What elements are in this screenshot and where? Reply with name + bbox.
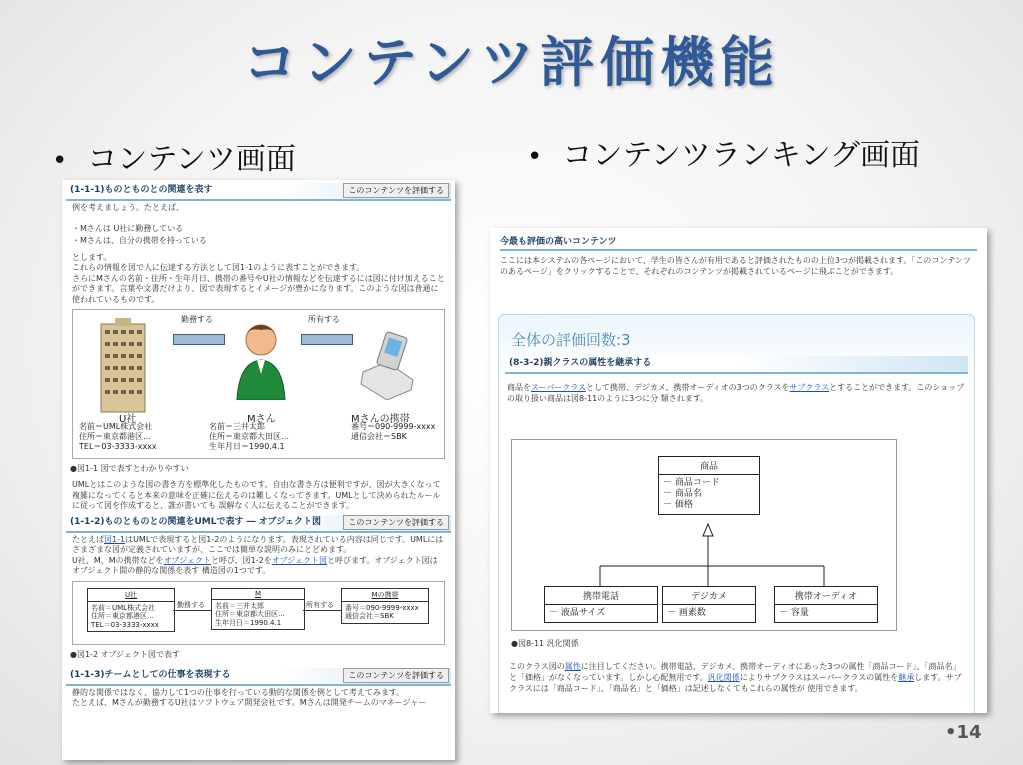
class-name: 携帯オーディオ: [775, 587, 877, 605]
paragraph: とします。 これらの情報を図で人に伝達する方法として図1-1のように表すことができます。 さらにMさんの名前・住所・生年月日、携帯の番号やU社の情報などを伝達するには図に付け加えることができます。言葉や文書だけより、図で表現するとイメージが豊かになります。このような図は普通に使われているものです。: [72, 252, 445, 304]
figure-caption: ●図1-1 図で表すとわかりやすい: [70, 464, 189, 473]
association-line: [303, 610, 341, 611]
text: このクラス図の: [509, 662, 565, 671]
object-title: U社: [88, 589, 174, 602]
text: とすることができます。このショップの取り扱い商品は図8-11のように3つに分 類されます。: [507, 383, 965, 403]
glossary-link-subclass[interactable]: サブクラス: [789, 383, 830, 392]
class-name: 商品: [659, 457, 759, 475]
person-icon: [233, 320, 289, 400]
paragraph: UMLとはこのような図の書き方を標準化したものです。自由な書き方は便利ですが、図が大きくなって複雑になってくると本来の意味を正確に伝えるのは難しくなってきます。UMLとして決められたルールに従って図を作成すると、誰が書いても 誤解なく人に伝えることができます。: [72, 480, 441, 510]
bullet-content-screen-label: コンテンツ画面: [87, 142, 296, 177]
figure-1-2: [72, 581, 445, 645]
company-name: U社: [119, 414, 137, 425]
ranking-screen-screenshot: [490, 228, 987, 713]
person-name: Mさん: [247, 414, 276, 425]
evaluate-content-button[interactable]: このコンテンツを評価する: [343, 183, 449, 198]
bullet-mark: •: [527, 142, 543, 172]
text: 商品を: [507, 383, 531, 392]
section-header-1-1-1: [66, 183, 451, 201]
object-box-company: [87, 588, 175, 633]
phone-details: 番号＝090-9999-xxxx 通信会社＝SBK: [351, 422, 436, 441]
paragraph: [509, 661, 965, 694]
class-attributes: － 容量: [779, 608, 809, 618]
class-name: 携帯電話: [545, 587, 657, 605]
text: と呼び、図1-2を: [210, 555, 272, 565]
glossary-link-superclass[interactable]: スーパークラス: [531, 383, 586, 392]
section-header-1-1-2: [66, 515, 451, 533]
paragraph: [507, 382, 966, 404]
paragraph: ・Mさんは U社に勤務している: [72, 223, 184, 233]
object-box-phone: [341, 588, 429, 624]
ranking-section-title: (8-3-2)親クラスの属性を継承する: [505, 356, 968, 374]
ranking-intro: ここには本システムの各ページにおいて、学生の皆さんが有用であると評価されたものの上位3つが掲載されます。「このコンテンツのあるページ」をクリックすることで、それぞれのコンテンツが掲載されているページに飛ぶことができます。: [500, 256, 971, 276]
evaluation-count: 全体の評価回数:3: [511, 331, 631, 349]
evaluate-content-button[interactable]: このコンテンツを評価する: [343, 668, 449, 683]
page-number: •14: [945, 722, 982, 743]
section-header-1-1-3: [66, 668, 451, 686]
class-box-mobile-phone: [544, 586, 658, 623]
section-title: (1-1-1)ものとものとの関連を表す: [70, 185, 213, 195]
class-box-digital-camera: [662, 586, 756, 623]
object-attributes: 名前＝UML株式会社 住所＝東京都港区… TEL＝03-3333-xxxx: [91, 603, 159, 629]
paragraph: 静的な関係ではなく、協力して1つの仕事を行っている動的な関係を例として考えてみます。 たとえば、Mさんが勤務するU社はソフトウェア開発会社です。Mさんは開発チームのマネージャー: [72, 687, 427, 707]
association-label: 勤務する: [177, 600, 205, 609]
figure-caption: ●図1-2 オブジェクト図で表す: [70, 649, 180, 659]
owns-label: 所有する: [308, 315, 340, 324]
glossary-link-attribute[interactable]: 属性: [564, 662, 581, 671]
class-name: デジカメ: [663, 587, 755, 605]
class-diagram: [511, 439, 897, 631]
phone-name: Mさんの携帯: [351, 414, 410, 425]
ranking-item-panel: [498, 314, 975, 713]
class-attributes: － 液晶サイズ: [549, 608, 606, 618]
glossary-link-object-diagram[interactable]: オブジェクト図: [271, 555, 327, 565]
bullet-ranking-screen: [527, 130, 920, 174]
text: はUMLで表現すると図1-2のようになります。表現されている内容は同じです。UMLにはさまざまな図が定義されていますが、ここでは簡単な説明のみにとどめます。 U社、M、Mの携帯などを: [72, 534, 444, 565]
text: と呼びます。オブジェクト図はオブジェクト間の静的な関係を表す 構造図の1つです。: [72, 555, 438, 575]
company-details: 名前＝UML株式会社 住所＝東京都港区… TEL＝03-3333-xxxx: [79, 422, 157, 451]
figure-caption: ●図8-11 汎化関係: [511, 639, 579, 648]
figure-link[interactable]: 図1-1: [104, 534, 126, 544]
text: たとえば: [72, 534, 104, 544]
evaluate-content-button[interactable]: このコンテンツを評価する: [343, 515, 449, 530]
ranking-title: 今最も評価の高いコンテンツ: [500, 234, 977, 251]
works-at-arrow: [173, 334, 225, 345]
paragraph: ・Mさんは、自分の携帯を持っている: [72, 236, 207, 245]
building-icon: [91, 316, 153, 414]
bullet-ranking-screen-label: コンテンツランキング画面: [562, 138, 920, 173]
figure-1-1: [72, 309, 445, 459]
bullet-content-screen: [52, 134, 296, 178]
glossary-link-inheritance[interactable]: 継承: [898, 673, 915, 682]
owns-arrow: [301, 334, 353, 345]
glossary-link-object[interactable]: オブジェクト: [163, 555, 211, 565]
bullet-mark: •: [52, 146, 68, 176]
text: によりサブクラスはスーパークラスの属性を: [739, 673, 899, 682]
object-title: Mの携帯: [342, 589, 428, 602]
section-title: (1-1-3)チームとしての仕事を表現する: [70, 669, 231, 680]
paragraph: [72, 535, 445, 577]
text: として携帯、デジカメ、携帯オーディオの3つのクラスを: [585, 383, 790, 392]
section-title: (1-1-2)ものとものとの関連をUMLで表す ― オブジェクト図: [70, 516, 321, 527]
paragraph: 例を考えましょう。たとえば、: [72, 203, 184, 212]
object-attributes: 番号＝090-9999-xxxx 通信会社＝SBK: [345, 603, 419, 620]
slide-title: コンテンツ評価機能: [242, 31, 781, 94]
works-at-label: 勤務する: [181, 315, 213, 324]
association-line: [173, 610, 211, 611]
object-box-person: [211, 588, 305, 631]
glossary-link-generalization[interactable]: 汎化関係: [707, 673, 740, 682]
phone-icon: [357, 328, 417, 400]
object-title: M: [212, 589, 304, 600]
class-attributes: － 商品コード － 商品名 － 価格: [663, 478, 720, 510]
person-details: 名前＝三井太郎 住所＝東京都大田区… 生年月日＝1990.4.1: [209, 422, 289, 451]
text: に注目してください。携帯電話、デジカメ、携帯オーディオにあった3つの属性「商品コード」、「商品名」と「価格」がなくなっています。しかし心配無用です。: [509, 662, 961, 682]
text: します。サブクラスには「商品コード」、「商品名」と「価格」は記述しなくてもこれらの属性が 使用できます。: [509, 673, 962, 693]
class-attributes: － 画素数: [667, 608, 706, 618]
class-box-product: [658, 456, 760, 515]
class-box-portable-audio: [774, 586, 878, 623]
association-label: 所有する: [306, 600, 334, 609]
object-attributes: 名前＝三井太郎 住所＝東京都大田区… 生年月日＝1990.4.1: [215, 601, 285, 627]
content-screen-screenshot: [62, 180, 455, 760]
